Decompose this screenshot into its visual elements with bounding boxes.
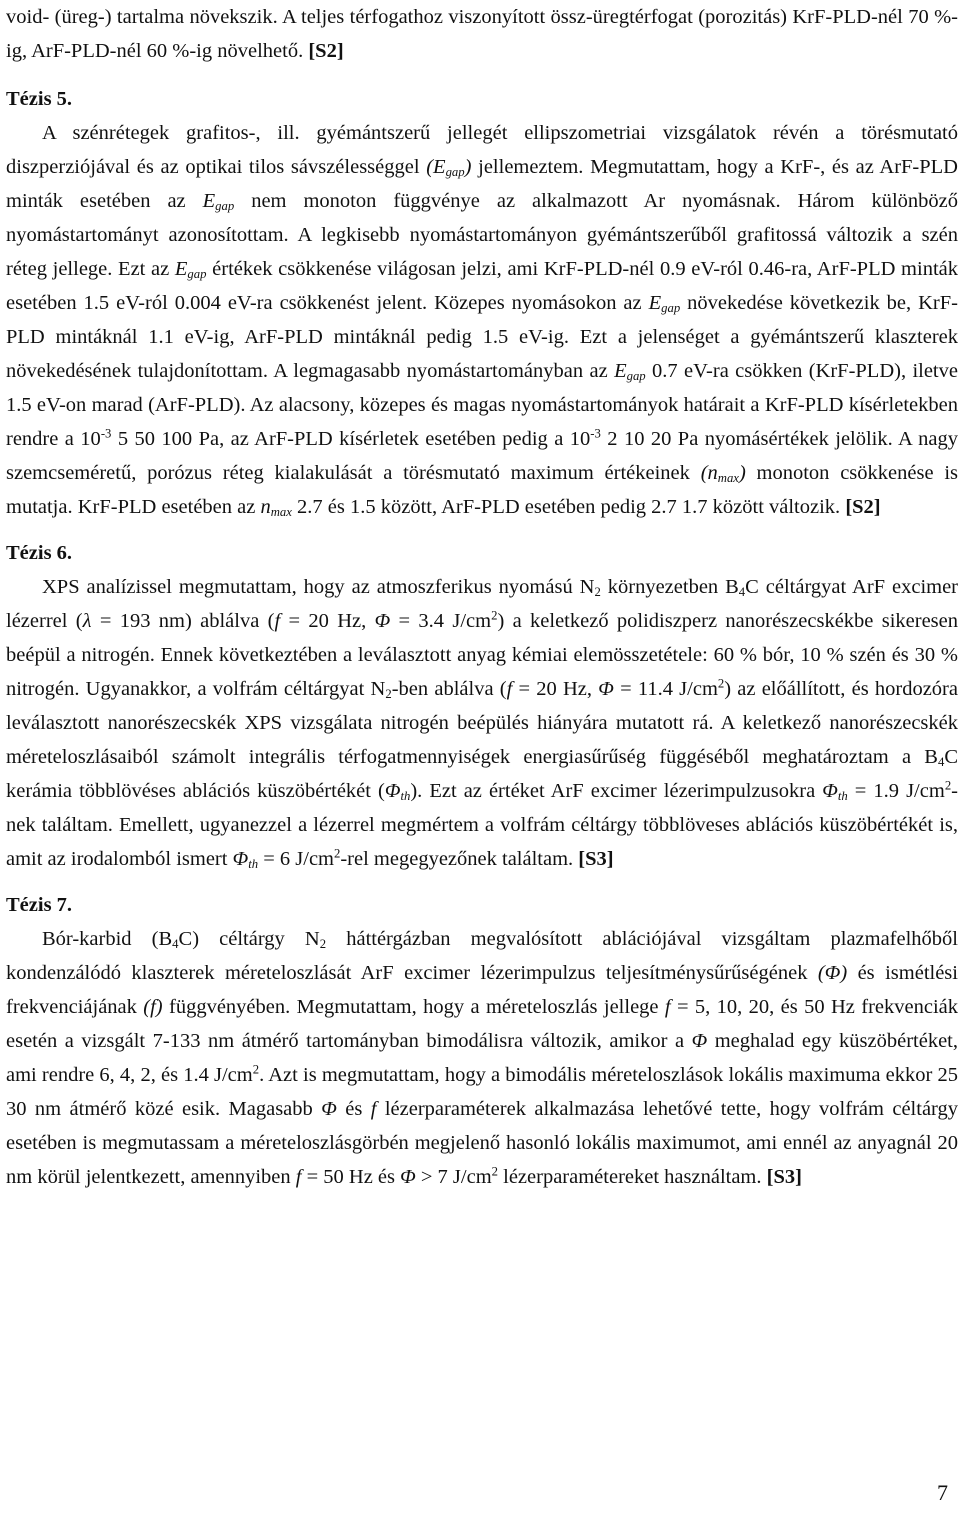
text: > 7 J/cm [415, 1166, 492, 1188]
citation: [S2] [845, 496, 881, 518]
text: ) az előállított, és hordozóra leválasztott nanorészecskék XPS vizsgálata nitrogén beépülés hiányára mutatott rá. A keletkező nanorészecskék méreteloszlásaiból számolt integrális térfogatmennyiségek energiasűrűség függéséből meghatároztam a B [6, 678, 958, 768]
phi-th-symbol: $\Phi_{th}$ [384, 780, 411, 804]
text: Bór-karbid (B [42, 928, 173, 950]
text: növekedése következik be, KrF-PLD mintáknál 1.1 eV-ig, ArF-PLD mintáknál pedig 1.5 eV-ig. Ezt a jelenséget a gyémántszerű klaszterek növekedésének tulajdonítottam. A legmagasabb nyomástartományban az [6, 292, 958, 382]
phi-symbol: Φ [400, 1166, 416, 1188]
text: = 193 nm) ablálva ( [91, 610, 275, 632]
text: = 11.4 J/cm [613, 678, 718, 700]
text: környezetben B [600, 576, 739, 598]
f-symbol: (f) [143, 996, 163, 1018]
text: = 20 Hz, [280, 610, 375, 632]
paragraph-tezis-6: XPS analízissel megmutattam, hogy az atmoszferikus nyomású $N_2$ környezetben $B_4C$ céltárgyat ArF excimer lézerrel (λ = 193 nm) ablálva (f = 20 Hz, Φ = 3.4 $J/cm^2$) a keletkező polidiszperz nanorészecskékbe sikeresen beépül a nitrogén. Ennek következtében a leválasztott anyag kémiai elemösszetétele: 60 % bór, 10 % szén és 30 % nitrogén. Ugyanakkor, a volfrám céltárgyat $N_2$-ben ablálva (f = 20 Hz, Φ = 11.4 $J/cm^2$) az előállított, és hordozóra leválasztott nanorészecskék XPS vizsgálata nitrogén beépülés hiányára mutatott rá. A keletkező nanorészecskék méreteloszlásaiból számolt integrális térfogatmennyiségek energiasűrűség függéséből meghatároztam a $B_4C$ kerámia többlövéses ablációs küszöbértékét $(\Phi_{th})$. Ezt az értéket ArF excimer lézerimpulzusokra $\Phi_{th} = 1.9$ $J/cm^2$-nek találtam. Emellett, ugyanezzel a lézerrel megmértem a volfrám céltárgy többlöveses ablációs küszöbértékét is, amit az irodalomból ismert $\Phi_{th} = 6$ $J/cm^2$-rel megegyezőnek találtam. [S3] [6, 576, 959, 872]
text: = 6 J/cm [258, 848, 334, 870]
text: = 5, 10, 20, és 50 Hz frekvenciák esetén a vizsgált 7-133 nm átmérő tartományban bimodálisra változik, amikor a [6, 996, 958, 1052]
text: void- (üreg-) tartalma növekszik. A teljes térfogathoz viszonyított össz-üregtérfogat (porozitás) KrF-PLD-nél 70 %-ig, ArF-PLD-nél 60 %-ig növelhető. [6, 6, 958, 62]
text: 2.7 és 1.5 között, ArF-PLD esetében pedig 2.7 1.7 között változik. [291, 496, 846, 518]
egap-symbol: $E_{gap}$ [648, 292, 681, 316]
text: ) a keletkező polidiszperz nanorészecskékbe sikeresen beépül a nitrogén. Ennek következtében a leválasztott anyag kémiai elemösszetétele: 60 % bór, 10 % szén és 30 % nitrogén. Ugyanakkor, a volfrám céltárgyat N [6, 610, 958, 700]
nmax-symbol: $n_{max}$ [260, 496, 292, 520]
citation: [S3] [578, 848, 614, 870]
heading-tezis-5: Tézis 5. [6, 88, 73, 110]
phi-symbol: Φ [374, 610, 391, 632]
text: . Azt is megmutattam, hogy a bimodális méreteloszlások lokális maximuma ekkor 25 30 nm átmérő közé esik. Magasabb [6, 1064, 958, 1120]
citation: [S2] [308, 40, 344, 62]
citation: [S3] [766, 1166, 802, 1188]
lambda-symbol: λ [82, 610, 92, 632]
f-symbol: f [664, 996, 671, 1018]
egap-symbol: $(E_{gap})$ [426, 156, 472, 180]
text: értékek csökkenése világosan jelzi, ami KrF-PLD-nél 0.9 eV-ról 0.46-ra, ArF-PLD minták esetében 1.5 eV-ról 0.004 eV-ra csökkenést jelent. Közepes nyomásokon az [6, 258, 958, 314]
text: és ismétlési frekvenciájának [6, 962, 958, 1018]
egap-symbol: $E_{gap}$ [614, 360, 646, 384]
exponent: -3 [100, 426, 112, 441]
text: ). Ezt az értéket ArF excimer lézerimpulzusokra [410, 780, 823, 802]
text: lézerparamétereket használtam. [498, 1166, 767, 1188]
text: = 50 Hz és [301, 1166, 401, 1188]
text: -nek találtam. Emellett, ugyanezzel a lézerrel megmértem a volfrám céltárgy többlöveses ablációs küszöbértékét is, amit az irodalomból ismert [6, 780, 958, 870]
phi-symbol: (Φ) [817, 962, 848, 984]
document-page [6, 0, 958, 1194]
text: C) céltárgy N [178, 928, 320, 950]
egap-symbol: $E_{gap}$ [202, 190, 235, 214]
heading-tezis-6: Tézis 6. [6, 542, 73, 564]
phi-symbol: Φ [598, 678, 614, 700]
paragraph-tezis-7: Bór-karbid $(B_4C)$ céltárgy $N_2$ háttérgázban megvalósított ablációjával vizsgáltam plazmafelhőből kondenzálódó klaszterek méreteloszlását ArF excimer lézerimpulzus teljesítménysűrűségének (Φ) és ismétlési frekvenciájának (f) függvényében. Megmutattam, hogy a méreteloszlás jellege f = 5, 10, 20, és 50 Hz frekvenciák esetén a vizsgált 7-133 nm átmérő tartományban bimodálisra változik, amikor a Φ meghalad egy küszöbértéket, ami rendre 6, 4, 2, és 1.4 $J/cm^2$. Azt is megmutattam, hogy a bimodális méreteloszlások lokális maximuma ekkor 25 30 nm átmérő közé esik. Magasabb Φ és f lézerparaméterek alkalmazása lehetővé tette, hogy volfrám céltárgy esetében is megmutassam a méreteloszlásgörbén megjelenő hasonló lokális maximumot, ami ennél az anyagnál 20 nm körül jelentkezett, amennyiben f = 50 Hz és Φ > 7 $J/cm^2$ lézerparamétereket használtam. [S3] [6, 928, 958, 1188]
text: 2 10 20 Pa nyomásértékek jelölik. A nagy szemcseméretű, porózus réteg kialakulását a törésmutató maximum értékeinek [6, 428, 958, 484]
heading-tezis-7: Tézis 7. [6, 894, 73, 916]
phi-th-symbol: $\Phi_{th}$ [822, 780, 848, 804]
text: C céltárgyat ArF excimer lézerrel ( [6, 576, 959, 632]
text: XPS analízissel megmutattam, hogy az atmoszferikus nyomású N [42, 576, 595, 598]
text: 0.7 eV-ra csökken (KrF-PLD), iletve 1.5 eV-on marad (ArF-PLD). Az alacsony, közepes és magas nyomástartományok határait a KrF-PLD kísérletekben rendre a 10 [6, 360, 958, 450]
f-symbol: f [274, 610, 281, 632]
text: jellemeztem. Megmutattam, hogy a KrF-, és az ArF-PLD minták esetében az [6, 156, 958, 212]
text: háttérgázban megvalósított ablációjával vizsgáltam plazmafelhőből kondenzálódó klaszterek méreteloszlását ArF excimer lézerimpulzus teljesítménysűrűségének [6, 928, 958, 984]
text: nem monoton függvénye az alkalmazott Ar nyomásnak. Három különböző nyomástartományt azonosítottam. A legkisebb nyomástartományon gyémántszerűből grafitossá változik a szén réteg jellege. Ezt az [6, 190, 959, 280]
phi-symbol: Φ [691, 1030, 708, 1052]
nmax-symbol: $(n_{max})$ [700, 462, 746, 486]
text: meghalad egy küszöbértéket, ami rendre 6, 4, 2, és 1.4 J/cm [6, 1030, 958, 1086]
text: C kerámia többlövéses ablációs küszöbértékét ( [6, 746, 958, 802]
text: lézerparaméterek alkalmazása lehetővé tette, hogy volfrám céltárgy esetében is megmutassam a méreteloszlásgörbén megjelenő hasonló lokális maximumot, ami ennél az anyagnál 20 nm körül jelentkezett, amennyiben [6, 1098, 958, 1188]
paragraph-void [6, 0, 958, 68]
f-symbol: f [295, 1166, 302, 1188]
f-symbol: f [506, 678, 513, 700]
text: A szénrétegek grafitos-, ill. gyémántszerű jellegét ellipszometriai vizsgálatok révén a törésmutató diszperziójával és az optikai tilos sávszélességgel [6, 122, 958, 178]
text: függvényében. Megmutattam, hogy a méreteloszlás jellege [162, 996, 665, 1018]
text: = 3.4 J/cm [390, 610, 492, 632]
page-number: 7 [937, 1480, 948, 1505]
text: 5 50 100 Pa, az ArF-PLD kísérletek esetében pedig a 10 [111, 428, 591, 450]
f-symbol: f [370, 1098, 377, 1120]
paragraph-tezis-5 [6, 116, 958, 524]
text: = 1.9 J/cm [847, 780, 945, 802]
text: -ben ablálva ( [391, 678, 507, 700]
text: = 20 Hz, [512, 678, 599, 700]
egap-symbol: $E_{gap}$ [174, 258, 207, 282]
phi-symbol: Φ [321, 1098, 337, 1120]
text: -rel megegyezőnek találtam. [340, 848, 579, 870]
text: és [336, 1098, 371, 1120]
text: monoton csökkenése is mutatja. KrF-PLD esetében az [6, 462, 958, 518]
phi-th-symbol: $\Phi_{th}$ [232, 848, 259, 872]
exponent: -3 [590, 426, 601, 441]
